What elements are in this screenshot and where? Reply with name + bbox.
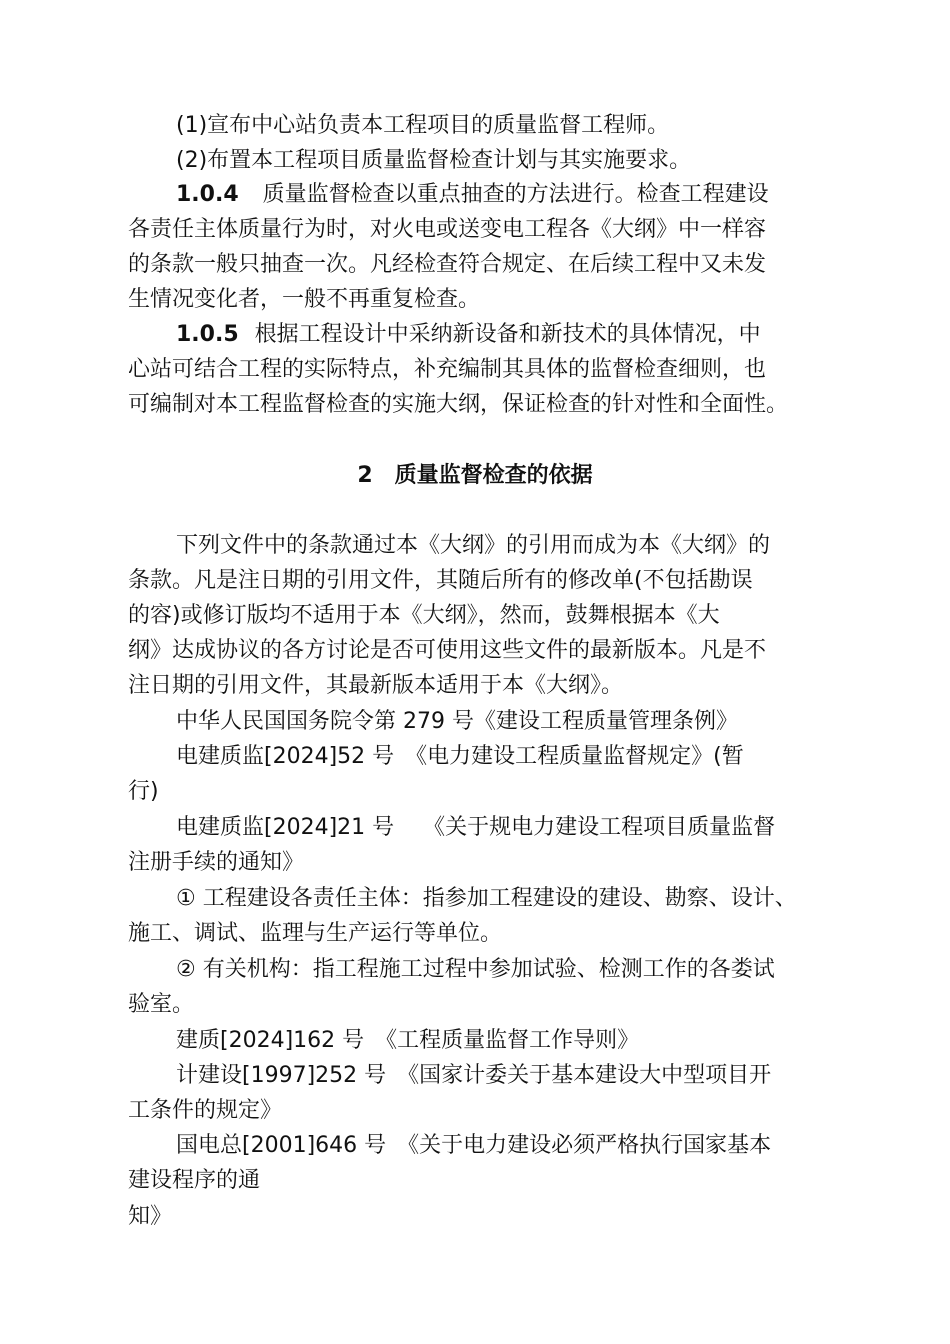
section-2-heading: 2 质量监督检查的依据 bbox=[357, 463, 593, 488]
reference-6-line-1: 国电总[2001]646 号 《关于电力建设必须严格执行国家基本 bbox=[176, 1133, 772, 1158]
intro-line-4: 纲》达成协议的各方讨论是否可使用这些文件的最新版本。凡是不 bbox=[128, 638, 767, 663]
item-1-line: (1)宣布中心站负责本工程项目的质量监督工程师。 bbox=[176, 113, 670, 138]
intro-line-5: 注日期的引用文件，其最新版本适用于本《大纲》。 bbox=[128, 673, 624, 698]
reference-5-line-2: 工条件的规定》 bbox=[128, 1098, 283, 1123]
clause-number-1-0-4: 1.0.4 bbox=[176, 182, 239, 207]
note-2-line-2: 验室。 bbox=[128, 992, 195, 1017]
clause-1-0-4-line-2: 各责任主体质量行为时，对火电或送变电工程各《大纲》中一样容 bbox=[128, 217, 767, 242]
intro-line-1: 下列文件中的条款通过本《大纲》的引用而成为本《大纲》的 bbox=[176, 533, 771, 558]
clause-1-0-4-text: 质量监督检查以重点抽查的方法进行。检查工程建设 bbox=[262, 182, 769, 207]
reference-1: 中华人民国国务院令第 279 号《建设工程质量管理条例》 bbox=[176, 709, 738, 734]
clause-1-0-4-line-1 bbox=[176, 177, 838, 213]
clause-1-0-5-line-3: 可编制对本工程监督检查的实施大纲，保证检查的针对性和全面性。 bbox=[128, 392, 789, 417]
reference-2-line-1: 电建质监[2024]52 号 《电力建设工程质量监督规定》(暂 bbox=[176, 744, 744, 769]
reference-2-line-2: 行) bbox=[128, 779, 159, 804]
clause-1-0-4-line-4: 生情况变化者，一般不再重复检查。 bbox=[128, 287, 481, 312]
intro-line-2: 条款。凡是注日期的引用文件，其随后所有的修改单(不包括勘误 bbox=[128, 568, 753, 593]
clause-1-0-5-line-2: 心站可结合工程的实际特点，补充编制其具体的监督检查细则，也 bbox=[128, 357, 767, 382]
reference-3-line-1: 电建质监[2024]21 号 《关于规电力建设工程项目质量监督 bbox=[176, 815, 776, 840]
reference-6-line-3: 知》 bbox=[128, 1204, 173, 1229]
clause-number-1-0-5: 1.0.5 bbox=[176, 322, 239, 347]
reference-5-line-1: 计建设[1997]252 号 《国家计委关于基本建设大中型项目开 bbox=[176, 1063, 772, 1088]
clause-1-0-4-line-3: 的条款一般只抽查一次。凡经检查符合规定、在后续工程中又未发 bbox=[128, 252, 767, 277]
clause-1-0-5-line-1 bbox=[176, 317, 838, 353]
item-2-line: (2)布置本工程项目质量监督检查计划与其实施要求。 bbox=[176, 148, 692, 173]
note-1-line-2: 施工、调试、监理与生产运行等单位。 bbox=[128, 921, 503, 946]
reference-3-line-2: 注册手续的通知》 bbox=[128, 850, 305, 875]
note-1-line-1: ① 工程建设各责任主体：指参加工程建设的建设、勘察、设计、 bbox=[176, 886, 797, 911]
clause-1-0-5-text: 根据工程设计中采纳新设备和新技术的具体情况，中 bbox=[254, 322, 761, 347]
note-2-line-1: ② 有关机构：指工程施工过程中参加试验、检测工作的各娄试 bbox=[176, 957, 775, 982]
reference-6-line-2: 建设程序的通 bbox=[128, 1168, 261, 1193]
intro-line-3: 的容)或修订版均不适用于本《大纲》，然而，鼓舞根据本《大 bbox=[128, 603, 720, 628]
reference-4: 建质[2024]162 号 《工程质量监督工作导则》 bbox=[176, 1028, 640, 1053]
